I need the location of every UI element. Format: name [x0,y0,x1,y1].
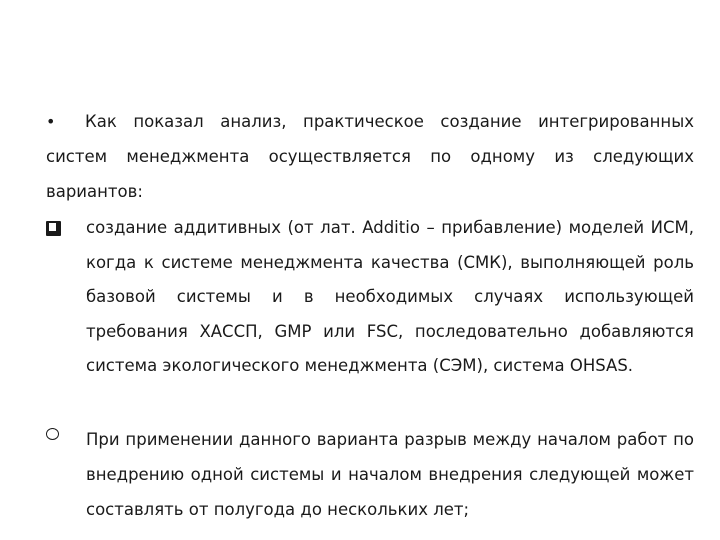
bullet-dot-icon: • [46,112,56,131]
list-item-additive-model [86,211,694,384]
list-item-text: создание аддитивных (от лат. Additio – прибавление) моделей ИСМ, когда к системе менеджмента качества (СМК), выполняющей роль базовой системы и в необходимых случаях использующей требования ХАССП, GMP или FSC, последовательно добавляются система экологического менеджмента (СЭМ), система OHSAS. [86,218,694,375]
list-item-text: При применении данного варианта разрыв между началом работ по внедрению одной системы и началом внедрения следующей может составлять от полугода до нескольких лет; [86,430,694,519]
intro-text: Как показал анализ, практическое создание интегрированных систем менеджмента осуществляется по одному из следующих вариантов: [46,112,694,201]
checkbox-square-icon [46,221,61,236]
list-item-implementation-gap [86,422,694,527]
hollow-circle-icon [46,428,59,440]
intro-paragraph [46,104,694,209]
